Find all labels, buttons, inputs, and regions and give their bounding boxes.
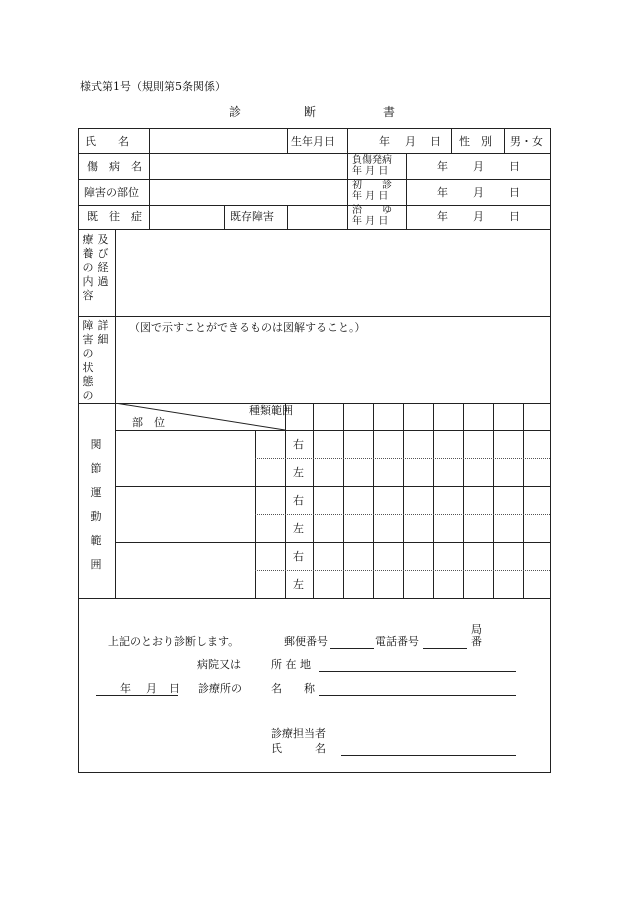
past-illness-field[interactable] (151, 207, 222, 227)
treatment-label-col1: 療養の内容 (82, 233, 94, 302)
disability-note: （図で示すことができるものは図解すること。） (129, 321, 366, 334)
disability-label-col2: 詳細 (97, 319, 109, 346)
hospital-label: 病院又は (197, 658, 241, 671)
cert-date-field[interactable] (96, 695, 178, 696)
first-visit-year-label: 年 (437, 186, 448, 199)
title-char-3: 書 (383, 105, 396, 119)
doctor-name-field[interactable] (341, 755, 516, 756)
birth-day-label: 日 (430, 135, 441, 148)
birthdate-label: 生年月日 (291, 135, 335, 148)
cure-month-label: 月 (473, 210, 484, 223)
postal-code-field[interactable] (330, 648, 374, 649)
doctor-name-label: 氏 名 (271, 742, 326, 755)
facility-name-label: 名 称 (271, 682, 315, 695)
postal-code-label: 郵便番号 (284, 635, 328, 648)
cert-day-label: 日 (169, 682, 180, 695)
onset-date-label-2: 年 月 日 (352, 166, 389, 177)
disability-label-col1: 障害の状態の (82, 319, 94, 402)
title-char-2: 断 (304, 105, 317, 119)
phone-suffix-top: 局 (471, 623, 482, 636)
rom-side-left-2: 左 (293, 522, 304, 535)
facility-name-field[interactable] (319, 695, 516, 696)
injury-name-label: 傷 病 名 (87, 160, 142, 173)
disability-site-field[interactable] (151, 182, 345, 202)
cure-day-label: 日 (509, 210, 520, 223)
rom-side-right-1: 右 (293, 438, 304, 451)
rom-side-right-2: 右 (293, 494, 304, 507)
rom-header-type-range: 種類範囲 (249, 404, 293, 417)
phone-label: 電話番号 (375, 635, 419, 648)
first-visit-label-2: 年 月 日 (352, 191, 389, 202)
rom-side-right-3: 右 (293, 550, 304, 563)
existing-disability-label: 既存障害 (230, 210, 274, 223)
first-visit-month-label: 月 (473, 186, 484, 199)
onset-day-label: 日 (509, 160, 520, 173)
phone-suffix-bottom: 番 (471, 635, 482, 648)
doctor-label: 診療担当者 (271, 727, 326, 740)
cert-month-label: 月 (146, 682, 157, 695)
birth-month-label: 月 (405, 135, 416, 148)
sex-label: 性 別 (459, 135, 492, 148)
cert-year-label: 年 (120, 682, 131, 695)
rom-side-left-3: 左 (293, 578, 304, 591)
form-number: 様式第1号（規則第5条関係） (80, 80, 226, 93)
treatment-field[interactable] (117, 231, 548, 314)
cure-date-label-2: 年 月 日 (352, 216, 389, 227)
rom-side-left-1: 左 (293, 466, 304, 479)
existing-disability-field[interactable] (289, 207, 345, 227)
past-illness-label: 既 往 症 (87, 210, 142, 223)
onset-month-label: 月 (473, 160, 484, 173)
rom-label: 関節運動範囲 (90, 438, 102, 571)
name-field[interactable] (151, 131, 285, 151)
injury-name-field[interactable] (151, 156, 345, 176)
address-label: 所 在 地 (271, 658, 311, 671)
onset-date-label-1: 負傷発病 (352, 155, 392, 166)
address-field[interactable] (319, 671, 516, 672)
title-char-1: 診 (229, 105, 242, 119)
cure-date-label-1: 治 ゆ (352, 205, 392, 216)
disability-site-label: 障害の部位 (84, 186, 139, 199)
sex-value[interactable]: 男・女 (510, 135, 543, 148)
disability-field[interactable] (117, 339, 548, 401)
phone-field[interactable] (423, 648, 467, 649)
birth-year-label: 年 (379, 135, 390, 148)
clinic-label: 診療所の (198, 682, 242, 695)
treatment-label-col2: 及び経過 (97, 233, 109, 288)
medical-certificate-form (78, 128, 551, 773)
first-visit-day-label: 日 (509, 186, 520, 199)
cure-year-label: 年 (437, 210, 448, 223)
statement-text: 上記のとおり診断します。 (108, 635, 240, 648)
first-visit-label-1: 初 診 (352, 180, 392, 191)
rom-header-site: 部 位 (132, 416, 165, 429)
name-label: 氏 名 (85, 135, 129, 148)
onset-year-label: 年 (437, 160, 448, 173)
